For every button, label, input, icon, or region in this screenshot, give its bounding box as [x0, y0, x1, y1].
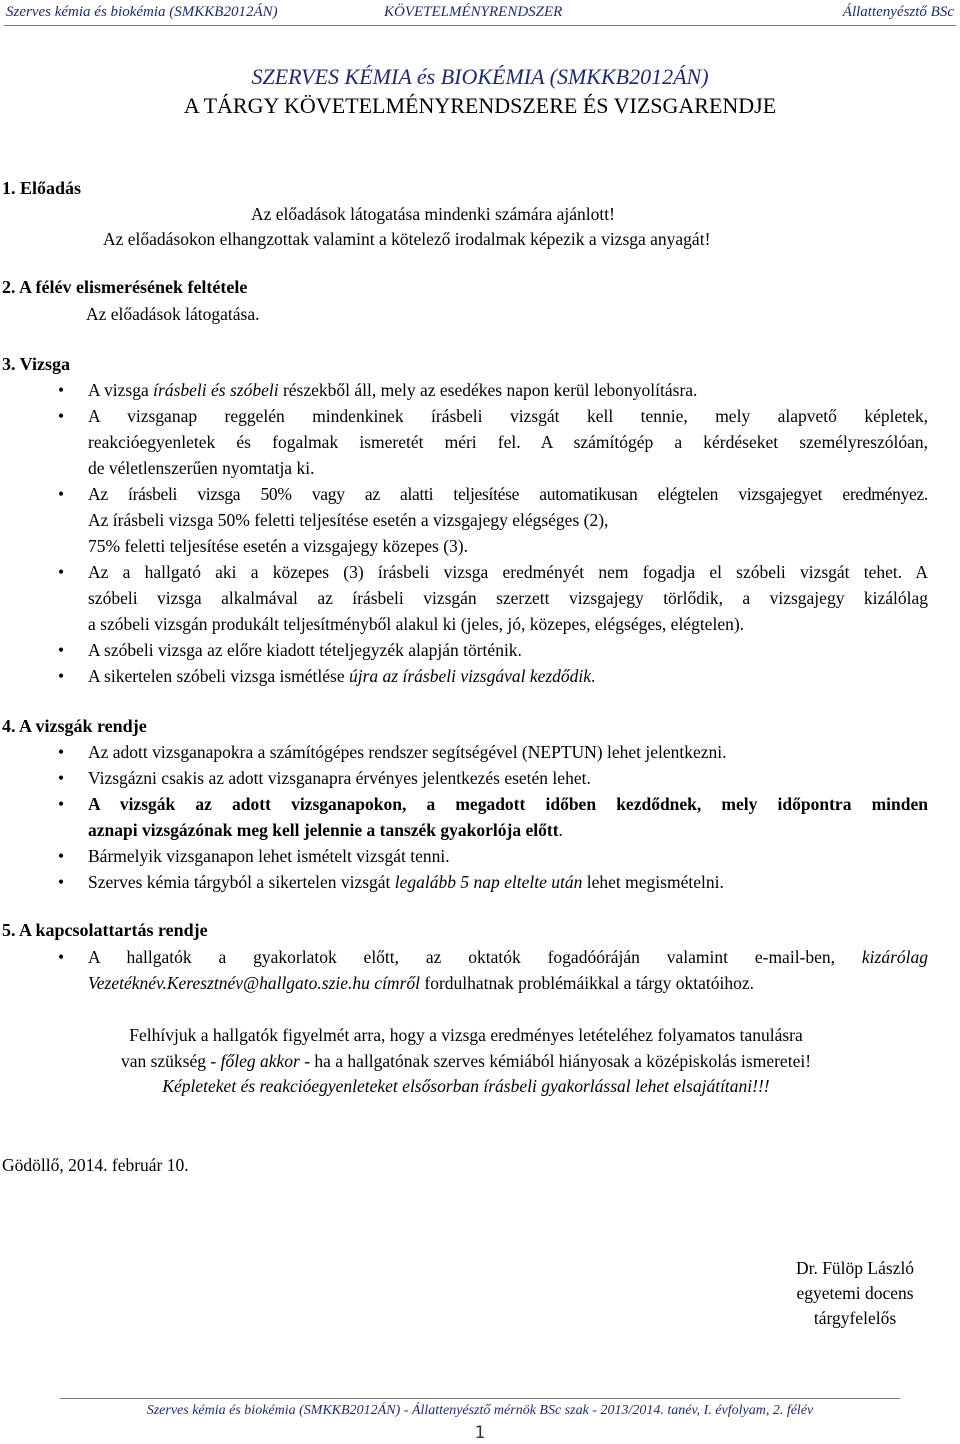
bullet-icon: •: [58, 947, 65, 967]
text: .: [558, 820, 563, 840]
list-item: [58, 663, 928, 689]
text-line: A vizsganap reggelén mindenkinek írásbeli vizsgát kell tennie, mely alapvető képletek,: [88, 406, 928, 426]
text: lehet megismételni.: [582, 872, 724, 892]
section-3-heading: 3. Vizsga: [2, 354, 71, 374]
signatory-title: egyetemi docens: [796, 1283, 914, 1303]
section-5-list: [58, 944, 928, 996]
text: Szerves kémia tárgyból a sikertelen vizsgát: [88, 872, 395, 892]
bullet-icon: •: [58, 846, 65, 866]
section-4-heading: 4. A vizsgák rendje: [2, 716, 147, 736]
header-right: Állattenyésztő BSc: [842, 4, 954, 20]
list-item: [58, 481, 928, 559]
page-footer: Szerves kémia és biokémia (SMKKB2012ÁN) - Állattenyésztő mérnök BSc szak - 2013/2014. tanév, I. évfolyam, 2. félév: [146, 1403, 814, 1418]
text-line: Az írásbeli vizsga 50% feletti teljesítése esetén a vizsgajegy elégséges (2),: [88, 510, 609, 530]
bullet-icon: •: [58, 742, 65, 762]
bullet-icon: •: [58, 666, 65, 686]
emphasis: írásbeli és szóbeli: [153, 380, 279, 400]
list-item: [58, 637, 928, 663]
text: .: [591, 666, 596, 686]
section-2-line-1: Az előadások látogatása.: [86, 304, 260, 324]
list-item: [58, 869, 928, 895]
emphasis: legalább 5 nap eltelte után: [394, 872, 583, 892]
email-address: Vezetéknév.Keresztnév@hallgato.szie.hu címről: [88, 973, 420, 993]
list-item: [58, 739, 928, 765]
section-2-heading: 2. A félév elismerésének feltétele: [2, 277, 248, 297]
bullet-icon: •: [58, 640, 65, 660]
text: Bármelyik vizsganapon lehet ismételt vizsgát tenni.: [88, 846, 450, 866]
text: A hallgatók a gyakorlatok előtt, az oktatók fogadóóráján valamint e-mail-ben,: [88, 947, 862, 967]
text-line: aznapi vizsgázónak meg kell jelennie a tanszék gyakorlója előtt: [88, 820, 559, 840]
list-item: [58, 559, 928, 637]
text-line: de véletlenszerűen nyomtatja ki.: [88, 458, 315, 478]
list-item: [58, 843, 928, 869]
section-1-line-2: Az előadásokon elhangzottak valamint a kötelező irodalmak képezik a vizsga anyagát!: [103, 229, 711, 249]
text: - ha a hallgatónak szerves kémiából hiányosak a középiskolás ismeretei!: [299, 1051, 812, 1071]
document-subtitle: A TÁRGY KÖVETELMÉNYRENDSZERE ÉS VIZSGARENDJE: [183, 93, 777, 118]
footer-divider: [60, 1398, 900, 1399]
text-line: 75% feletti teljesítése esetén a vizsgajegy közepes (3).: [88, 536, 468, 556]
bullet-icon: •: [58, 380, 65, 400]
text: Vizsgázni csakis az adott vizsganapra érvényes jelentkezés esetén lehet.: [88, 768, 591, 788]
text-line: Az a hallgató aki a közepes (3) írásbeli vizsga eredményét nem fogadja el szóbeli vizsgát tehet. A: [88, 562, 928, 582]
text-line: Az írásbeli vizsga 50% vagy az alatti teljesítése automatikusan elégtelen vizsgajegyet eredményez.: [88, 484, 928, 504]
notice-line-1: Felhívjuk a hallgatók figyelmét arra, hogy a vizsga eredményes letételéhez folyamatos tanulásra: [129, 1025, 803, 1045]
text-line: reakcióegyenletek és fogalmak ismeretét méri fel. A számítógép a kérdéseket személyreszólóan,: [88, 432, 928, 452]
notice-line-3: Képleteket és reakcióegyenleteket elsősorban írásbeli gyakorlással lehet elsajátítani!!!: [162, 1076, 770, 1096]
list-item: [58, 944, 928, 996]
text: van szükség -: [120, 1051, 221, 1071]
text-line: A vizsgák az adott vizsganapokon, a megadott időben kezdődnek, mely időpontra minden: [88, 794, 928, 814]
header-left: Szerves kémia és biokémia (SMKKB2012ÁN): [6, 4, 278, 20]
bullet-icon: •: [58, 872, 65, 892]
text: A vizsga: [88, 380, 154, 400]
bullet-icon: •: [58, 484, 65, 504]
emphasis: újra az írásbeli vizsgával kezdődik: [348, 666, 592, 686]
text: részekből áll, mely az esedékes napon kerül lebonyolításra.: [278, 380, 698, 400]
text-line: a szóbeli vizsgán produkált teljesítményből alakul ki (jeles, jó, közepes, elégséges, elégtelen).: [88, 614, 745, 634]
section-3-list: [58, 377, 928, 689]
section-4-list: [58, 739, 928, 895]
text: A szóbeli vizsga az előre kiadott tételjegyzék alapján történik.: [88, 640, 522, 660]
section-1-heading: 1. Előadás: [2, 178, 82, 198]
emphasis: főleg akkor: [220, 1051, 300, 1071]
list-item: [58, 403, 928, 481]
signatory-role: tárgyfelelős: [813, 1308, 897, 1328]
section-5-heading: 5. A kapcsolattartás rendje: [2, 920, 208, 940]
signatory-name: Dr. Fülöp László: [795, 1258, 915, 1278]
notice-line-2: [0, 1048, 932, 1074]
header-divider: [4, 25, 956, 26]
bullet-icon: •: [58, 406, 65, 426]
list-item: [58, 765, 928, 791]
text: fordulhatnak problémáikkal a tárgy oktatóihoz.: [420, 973, 755, 993]
bullet-icon: •: [58, 562, 65, 582]
document-title: SZERVES KÉMIA és BIOKÉMIA (SMKKB2012ÁN): [251, 64, 709, 89]
text: Az adott vizsganapokra a számítógépes rendszer segítségével (NEPTUN) lehet jelentkezni.: [88, 742, 727, 762]
header-center: KÖVETELMÉNYRENDSZER: [384, 4, 563, 20]
emphasis: kizárólag: [861, 947, 928, 967]
list-item: [58, 377, 928, 403]
section-1-line-1: Az előadások látogatása mindenki számára ajánlott!: [251, 204, 615, 224]
text-line: szóbeli vizsga alkalmával az írásbeli vizsgán szerzett vizsgajegy törlődik, a vizsgajegy kizálólag: [88, 588, 928, 608]
bullet-icon: •: [58, 768, 65, 788]
document-date: Gödöllő, 2014. február 10.: [2, 1155, 189, 1175]
list-item: [58, 791, 928, 843]
page-number: 1: [474, 1423, 486, 1443]
bullet-icon: •: [58, 794, 65, 814]
text: A sikertelen szóbeli vizsga ismétlése: [88, 666, 349, 686]
